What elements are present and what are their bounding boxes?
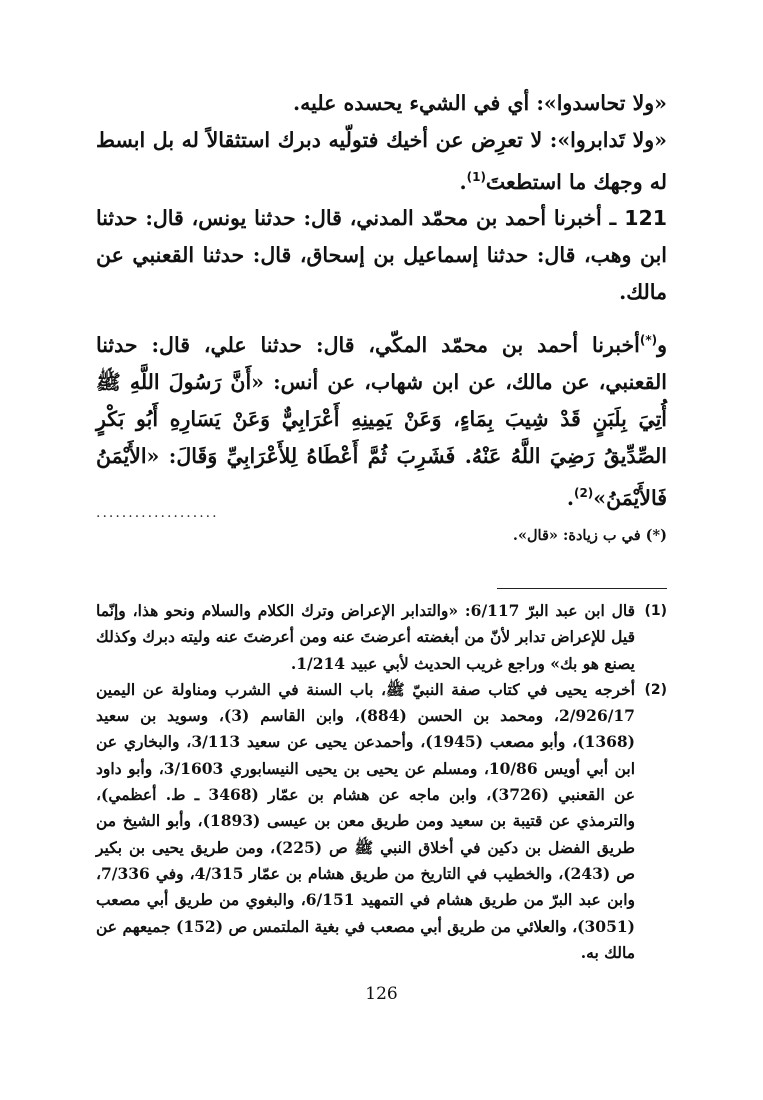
footnote-text: قال ابن عبد البرّ 6/117: «والتدابر الإعراض وترك الكلام والسلام ونحو هذا، وإنّما قيل للإعراض تدابر لأنّ من أبغضته أعرضتَ عنه ومن أعرضتَ عنه وليته دبرك وكذلك يصنع هو بك» وراجع غريب الحديث لأبي عبيد 1/214. [96, 601, 635, 673]
hadith-121 [96, 200, 667, 311]
manuscript-variant-note: (*) في ب زيادة: «قال». [512, 527, 667, 544]
paragraph-start: و [657, 332, 667, 357]
footnote-number: (2) [644, 681, 667, 698]
page-number: 126 [365, 984, 398, 1004]
paragraph-text: «ولا تَدابروا»: لا تعرِض عن أخيك فتولّيه دبرك استثقالاً له بل ابسط له وجهك ما استطعتَ [96, 128, 667, 194]
hadith-121-second-chain [96, 322, 667, 517]
footnote-number: (1) [644, 603, 667, 619]
footnotes [96, 598, 667, 966]
paragraph-no-turning-away [96, 122, 667, 201]
paragraph-end: . [459, 169, 467, 194]
footnote-text: أخرجه يحيى في كتاب صفة النبيّ ﷺ، باب السنة في الشرب ومناولة عن اليمين 2/926/17، ومحمد بن الحسن (884)، وابن القاسم (3)، وسويد بن سعيد (1368)، وأبو مصعب (1945)، وأحمدعن يحيى عن سعيد 3/113، والبخاري عن ابن أبي أويس 10/86، ومسلم عن يحيى بن يحيى النيسابوري 3/1603، وأبو داود عن القعنبي (3726)، وابن ماجه عن هشام بن عمّار (3468 ـ ط. أعظمي)، والترمذي عن قتيبة بن سعيد ومن طريق معن بن عيسى (1893)، وأبو الشيخ من طريق الفضل بن دكين في أخلاق النبي ﷺ ص (225)، ومن طريق يحيى بن بكير ص (243)، والخطيب في التاريخ من طريق هشام بن عمّار 4/315، وفي 7/336، وابن عبد البرّ من طريق هشام في التمهيد 6/151، والبغوي من طريق أبي مصعب (3051)، والعلائي من طريق أبي مصعب في بغية الملتمس ص (152) جميعهم عن مالك به. [96, 679, 636, 962]
hadith-number: 121 ـ [609, 206, 667, 230]
paragraph-end: . [566, 485, 574, 510]
paragraph-no-envy [96, 85, 667, 122]
footnote-ref-1[interactable]: (1) [466, 170, 486, 184]
hadith-chain-text: أخبرنا أحمد بن محمّد المدني، قال: حدثنا يونس، قال: حدثنا ابن وهب، قال: حدثنا إسماعيل بن إسحاق، قال: حدثنا القعنبي عن مالك. [96, 206, 667, 304]
paragraph-text: «ولا تحاسدوا»: أي في الشيء يحسده عليه. [293, 91, 667, 115]
footnote-ref-2[interactable]: (2) [573, 485, 594, 500]
dotted-separator: ................... [96, 505, 219, 521]
footnote-separator-line [497, 588, 667, 589]
footnote-2 [96, 677, 667, 966]
footnote-1 [96, 598, 667, 677]
star-note-ref[interactable]: (*) [639, 333, 658, 347]
hadith-text: أخبرنا أحمد بن محمّد المكّي، قال: حدثنا علي، قال: حدثنا القعنبي، عن مالك، عن ابن شهاب، عن أنس: «أَنَّ رَسُولَ اللَّهِ ﷺ أُتِيَ بِلَبَنٍ قَدْ شِيبَ بِمَاءٍ، وَعَنْ يَمِينِهِ أَعْرَابِيٌّ وَعَنْ يَسَارِهِ أَبُو بَكْرٍ الصِّدِّيقُ رَضِيَ اللَّهُ عَنْهُ. فَشَرِبَ ثُمَّ أَعْطَاهُ لِلأَعْرَابِيِّ وَقَالَ: «الأَيْمَنُ فَالأَيْمَنُ» [96, 332, 667, 510]
